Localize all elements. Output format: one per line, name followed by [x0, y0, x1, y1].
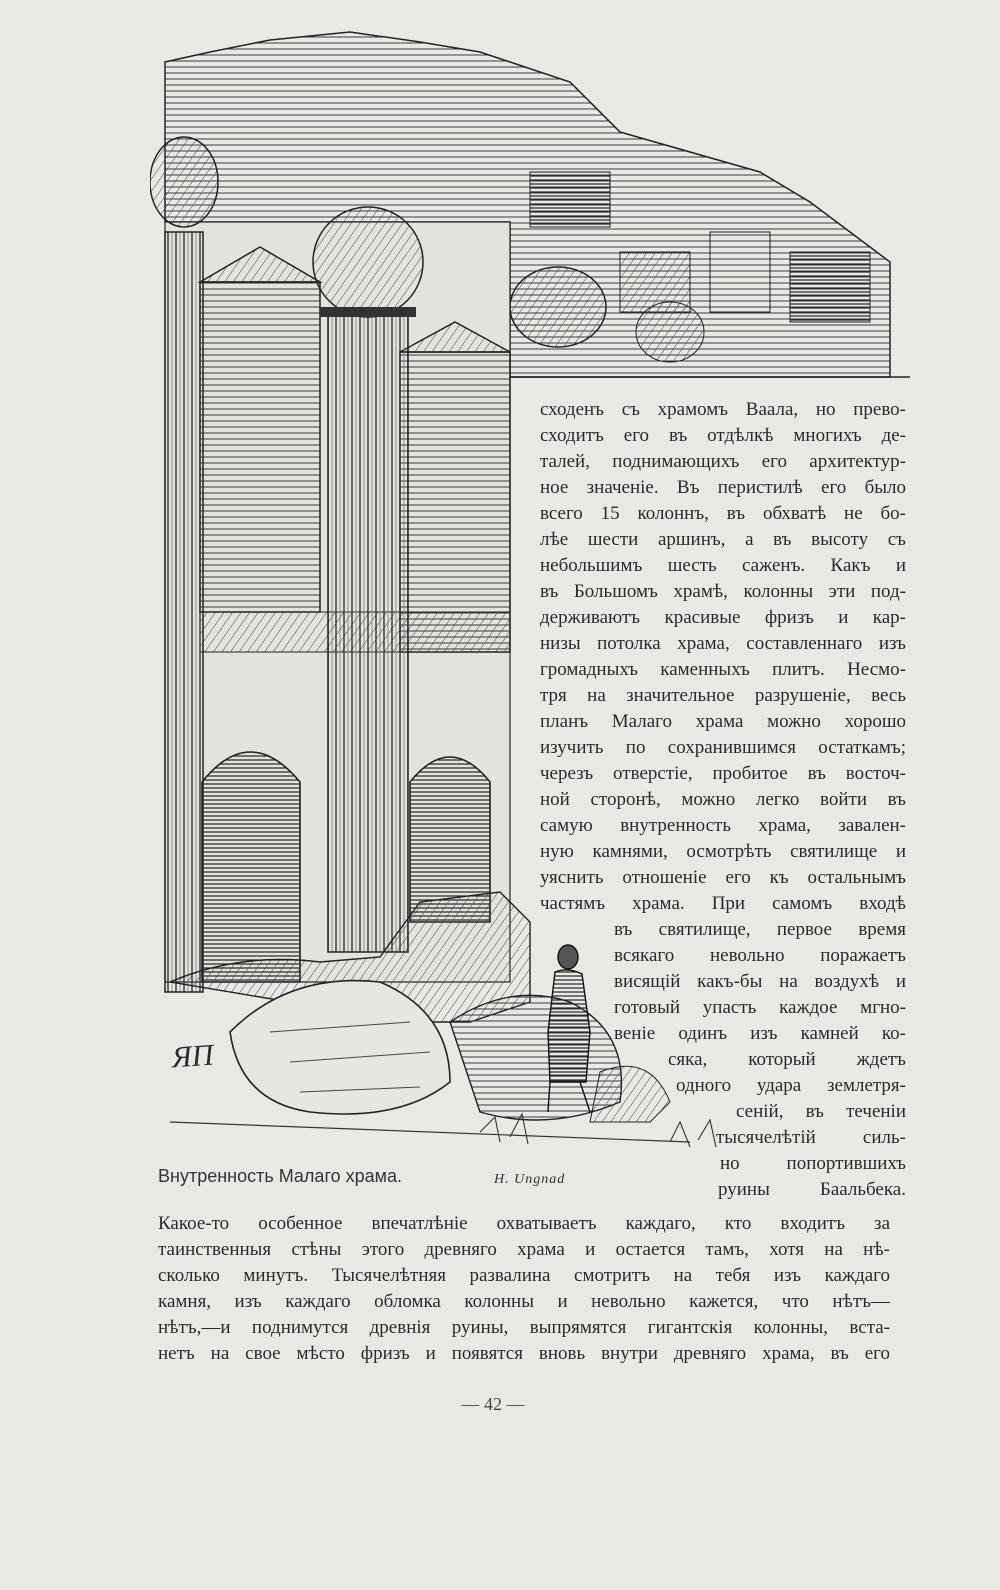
column-line: ную камнями, осмотрѣть святилище и [540, 841, 906, 862]
paragraph-line: таинственныя стѣны этого древняго храма и остается тамъ, хотя на нѣ- [158, 1239, 890, 1260]
column-line: талей, поднимающихъ его архитектур- [540, 451, 906, 472]
column-line: небольшимъ шесть саженъ. Какъ и [540, 555, 906, 576]
column-line: всего 15 колоннъ, въ обхватѣ не бо- [540, 503, 906, 524]
column-line: громадныхъ каменныхъ плитъ. Несмо- [540, 659, 906, 680]
column-line: низы потолка храма, составленнаго изъ [540, 633, 906, 654]
column-line: готовый упасть каждое мгно- [614, 997, 906, 1018]
column-line: сяка, который ждетъ [668, 1049, 906, 1070]
column-line: ное значеніе. Въ перистилѣ его было [540, 477, 906, 498]
column-line: уяснить отношеніе его къ остальнымъ [540, 867, 906, 888]
paragraph-line: сколько минутъ. Тысячелѣтняя развалина смотритъ на тебя изъ каждаго [158, 1265, 890, 1286]
column-line: сеній, въ теченіи [736, 1101, 906, 1122]
paragraph-line: камня, изъ каждаго обломка колонны и невольно кажется, что нѣтъ— [158, 1291, 890, 1312]
artist-monogram: ЯП [170, 1038, 215, 1075]
column-line: сходитъ его въ отдѣлкѣ многихъ де- [540, 425, 906, 446]
column-line: тысячелѣтій силь- [716, 1127, 906, 1148]
column-line: черезъ отверстіе, пробитое въ восточ- [540, 763, 906, 784]
column-line: изучить по сохранившимся остаткамъ; [540, 737, 906, 758]
column-line: одного удара землетря- [676, 1075, 906, 1096]
page-number: — 42 — [461, 1394, 525, 1414]
column-line: тря на значительное разрушеніе, весь [540, 685, 906, 706]
column-line: самую внутренность храма, завален- [540, 815, 906, 836]
column-line: руины Баальбека. [718, 1179, 906, 1200]
column-line: веніе одинъ изъ камней ко- [614, 1023, 906, 1044]
column-line: планъ Малаго храма можно хорошо [540, 711, 906, 732]
column-line: держиваютъ красивые фризъ и кар- [540, 607, 906, 628]
paragraph-line: Какое-то особенное впечатлѣніе охватываетъ каждаго, кто входитъ за [158, 1213, 890, 1234]
column-line: частямъ храма. При самомъ входѣ [540, 893, 906, 914]
column-line: висящій какъ-бы на воздухѣ и [614, 971, 906, 992]
paragraph-line: нѣтъ,—и поднимутся древнія руины, выпрямятся гигантскія колонны, вста- [158, 1317, 890, 1338]
column-line: но попортившихъ [720, 1153, 906, 1174]
artist-signature: H. Ungnad [494, 1172, 566, 1187]
column-line: лѣе шести аршинъ, а въ высоту съ [540, 529, 906, 550]
column-line: въ Большомъ храмѣ, колонны эти под- [540, 581, 906, 602]
column-line: всякаго невольно поражаетъ [614, 945, 906, 966]
column-line: ной сторонѣ, можно легко войти въ [540, 789, 906, 810]
illustration-caption: Внутренность Малаго храма. [158, 1166, 403, 1186]
column-line: въ святилище, первое время [614, 919, 906, 940]
paragraph-line: нетъ на свое мѣсто фризъ и появятся вновь внутри древняго храма, въ его [158, 1343, 890, 1364]
column-line: сходенъ съ храмомъ Ваала, но прево- [540, 399, 906, 420]
